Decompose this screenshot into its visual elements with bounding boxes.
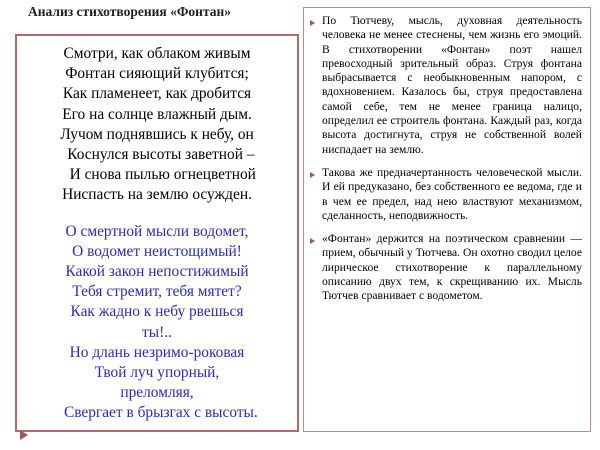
poem-line: И снова пылью огнецветной bbox=[58, 166, 256, 184]
poem-line: О смертной мысли водомет, bbox=[65, 222, 249, 240]
note-text: «Фонтан» держится на поэтическом сравнении — прием, обычный у Тютчева. Он охотно сводил целое лирическое стихотворение к параллельному описанию двух тем, к скрещиванию их. Мысль Тютчев сравнивает с водометом. bbox=[322, 232, 582, 303]
commentary-panel bbox=[303, 7, 591, 432]
triangle-bullet-icon bbox=[310, 166, 322, 180]
poem-line: Но длань незримо-роковая bbox=[69, 343, 245, 361]
poem-line: Его на солнце влажный дым. bbox=[62, 105, 252, 123]
note-text: По Тютчеву, мысль, духовная деятельность человека не менее стеснены, чем жизнь его эмоций. В стихотворении «Фонтан» поэт нашел превосходный зрительный образ. Струя фонтана выбрасывается с необыкновенным напором, с вдохновением. Казалось бы, струя предоставлена самой себе, тем не менее граница налицо, определил ее строитель фонтана. Каждый раз, когда высота достигнута, струя не собственной волей ниспадает на землю. bbox=[322, 14, 582, 156]
poem-line: Тебя стремит, тебя мятет? bbox=[72, 283, 242, 301]
triangle-bullet-icon bbox=[310, 14, 322, 28]
list-item bbox=[310, 14, 582, 157]
poem-line: Фонтан сияющий клубится; bbox=[65, 65, 249, 83]
poem-text bbox=[27, 44, 287, 424]
triangle-bullet-icon bbox=[310, 232, 322, 246]
poem-line: Коснулся высоты заветной – bbox=[59, 146, 255, 164]
page-title: Анализ стихотворения «Фонтан» bbox=[28, 4, 232, 19]
poem-line: Твой луч упорный, bbox=[94, 364, 220, 382]
note-text: Такова же предначертанность человеческой мысли. И ей предуказано, без собственного ее ведома, где и в чем ее предел, над нею властвуют механизмом, сделанность, неподвижность. bbox=[322, 165, 582, 222]
list-item bbox=[310, 166, 582, 223]
poem-stanza-second bbox=[27, 222, 287, 424]
poem-line: О водомет неистощимый! bbox=[72, 242, 242, 260]
poem-line: Как жадно к небу рвешься bbox=[70, 303, 244, 321]
poem-line: Свергает в брызгах с высоты. bbox=[56, 404, 258, 422]
poem-panel bbox=[15, 34, 299, 432]
triangle-bullet-icon bbox=[20, 430, 28, 440]
poem-stanza-first bbox=[27, 44, 287, 206]
poem-line: Как пламенеет, как дробится bbox=[62, 85, 252, 103]
poem-line: Лучом поднявшись к небу, он bbox=[60, 125, 254, 143]
poem-line: преломляя, bbox=[120, 384, 194, 402]
poem-line: Ниспасть на землю осужден. bbox=[62, 186, 252, 204]
poem-line: Какой закон непостижимый bbox=[65, 263, 249, 281]
poem-line: ты!.. bbox=[142, 323, 172, 341]
list-item bbox=[310, 232, 582, 303]
poem-line: Смотри, как облаком живым bbox=[63, 45, 251, 62]
